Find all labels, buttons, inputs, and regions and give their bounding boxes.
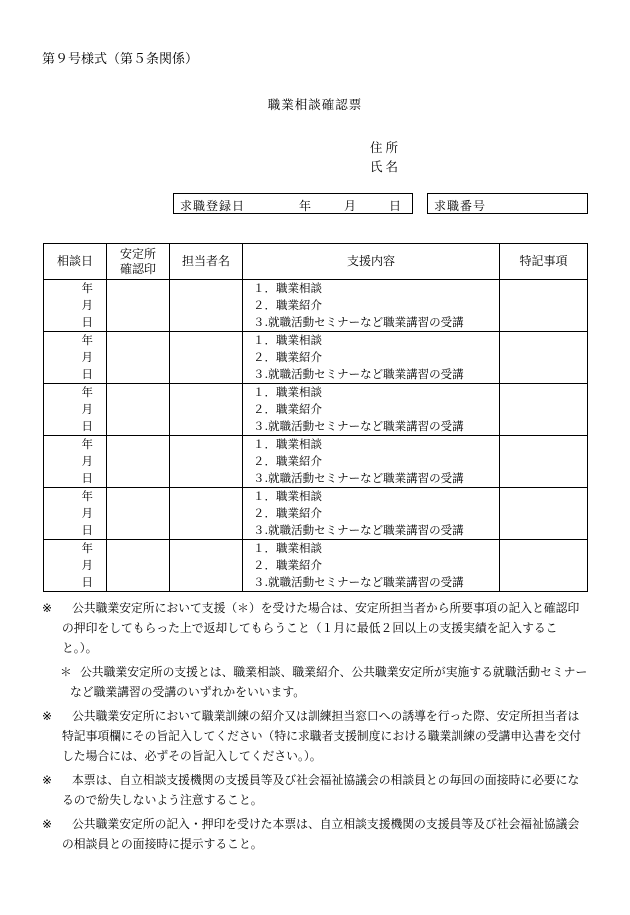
support-option: ３.就職活動セミナーなど職業講習の受講	[253, 367, 464, 381]
date-unit: 年	[81, 541, 93, 555]
support-option: １．職業相談	[253, 281, 322, 295]
date-unit: 日	[81, 471, 93, 485]
note-mark: ※	[42, 817, 52, 831]
support-content-cell[interactable]	[243, 540, 500, 592]
support-option: １．職業相談	[253, 437, 322, 451]
seal-cell[interactable]	[107, 280, 170, 332]
staff-name-cell[interactable]	[170, 488, 243, 540]
date-unit: 年	[81, 385, 93, 399]
date-unit: 月	[81, 350, 93, 364]
support-option: ２．職業紹介	[253, 350, 322, 364]
registration-year-unit: 年	[299, 199, 312, 213]
subnote-mark: ＊	[60, 665, 72, 679]
seal-cell[interactable]	[107, 540, 170, 592]
support-content-cell[interactable]	[243, 332, 500, 384]
support-option: １．職業相談	[253, 489, 322, 503]
consultation-date-cell[interactable]	[44, 436, 107, 488]
table-row	[44, 280, 588, 332]
remarks-cell[interactable]	[500, 384, 588, 436]
support-option: １．職業相談	[253, 541, 322, 555]
staff-name-cell[interactable]	[170, 540, 243, 592]
table-row	[44, 332, 588, 384]
staff-name-cell[interactable]	[170, 332, 243, 384]
staff-name-cell[interactable]	[170, 280, 243, 332]
table-row	[44, 436, 588, 488]
table-row	[44, 384, 588, 436]
note-item	[42, 706, 590, 766]
support-option: ２．職業紹介	[253, 506, 322, 520]
registration-day-unit: 日	[389, 199, 402, 213]
support-content-cell[interactable]	[243, 436, 500, 488]
seal-cell[interactable]	[107, 436, 170, 488]
date-unit: 月	[81, 506, 93, 520]
remarks-cell[interactable]	[500, 332, 588, 384]
consultation-date-cell[interactable]	[44, 332, 107, 384]
consultation-date-cell[interactable]	[44, 384, 107, 436]
seal-cell[interactable]	[107, 488, 170, 540]
date-unit: 年	[81, 333, 93, 347]
header-seal-line2: 確認印	[119, 261, 156, 276]
date-unit: 年	[81, 281, 93, 295]
remarks-cell[interactable]	[500, 488, 588, 540]
date-unit: 日	[81, 419, 93, 433]
consultation-record-table	[43, 243, 588, 592]
staff-name-cell[interactable]	[170, 436, 243, 488]
header-date: 相談日	[44, 244, 107, 280]
header-support: 支援内容	[243, 244, 500, 280]
support-option: １．職業相談	[253, 333, 322, 347]
registration-date-box[interactable]	[173, 193, 413, 214]
remarks-cell[interactable]	[500, 540, 588, 592]
date-unit: 日	[81, 575, 93, 589]
header-remarks: 特記事項	[500, 244, 588, 280]
note-item	[42, 814, 590, 854]
note-text: 公共職業安定所において職業訓練の紹介又は訓練担当窓口への誘導を行った際、安定所担当者は特記事項欄にその旨記入してください（特に求職者支援制度における職業訓練の受講申込書を交付した場合には、必ずその旨記入してください。）。	[62, 709, 582, 763]
date-unit: 月	[81, 402, 93, 416]
staff-name-cell[interactable]	[170, 384, 243, 436]
support-content-cell[interactable]	[243, 488, 500, 540]
date-unit: 日	[81, 315, 93, 329]
support-option: ３.就職活動セミナーなど職業講習の受講	[253, 471, 464, 485]
note-text: 本票は、自立相談支援機関の支援員等及び社会福祉協議会の相談員との毎回の面接時に必要になるので紛失しないよう注意すること。	[62, 773, 580, 807]
table-row	[44, 488, 588, 540]
header-staff: 担当者名	[170, 244, 243, 280]
support-option: ２．職業紹介	[253, 454, 322, 468]
note-item	[42, 598, 590, 658]
notes-section	[42, 598, 590, 858]
support-content-cell[interactable]	[243, 280, 500, 332]
date-unit: 月	[81, 558, 93, 572]
date-unit: 年	[81, 489, 93, 503]
support-option: ３.就職活動セミナーなど職業講習の受講	[253, 575, 464, 589]
registration-month-unit: 月	[344, 199, 357, 213]
seal-cell[interactable]	[107, 332, 170, 384]
support-option: ３.就職活動セミナーなど職業講習の受講	[253, 523, 464, 537]
consultation-date-cell[interactable]	[44, 488, 107, 540]
header-seal	[107, 244, 170, 280]
support-option: ２．職業紹介	[253, 402, 322, 416]
note-mark: ※	[42, 601, 52, 615]
form-number: 第９号様式（第５条関係）	[42, 52, 199, 67]
subnote-item	[42, 662, 590, 702]
date-unit: 日	[81, 367, 93, 381]
support-content-cell[interactable]	[243, 384, 500, 436]
table-row	[44, 540, 588, 592]
name-label: 氏名	[370, 159, 402, 174]
job-number-box[interactable]	[427, 193, 588, 214]
document-title: 職業相談確認票	[267, 97, 363, 112]
remarks-cell[interactable]	[500, 280, 588, 332]
date-unit: 月	[81, 454, 93, 468]
header-seal-line1: 安定所	[119, 246, 156, 261]
registration-date-label: 求職登録日	[180, 199, 246, 213]
table-body	[44, 280, 588, 592]
support-option: ２．職業紹介	[253, 298, 322, 312]
note-mark: ※	[42, 709, 52, 723]
note-text: 公共職業安定所において支援（＊）を受けた場合は、安定所担当者から所要事項の記入と確認印の押印をしてもらった上で返却してもらうこと（１月に最低２回以上の支援実績を記入すること。）。	[62, 601, 580, 655]
job-number-label: 求職番号	[434, 199, 487, 213]
support-option: １．職業相談	[253, 385, 322, 399]
consultation-date-cell[interactable]	[44, 540, 107, 592]
note-mark: ※	[42, 773, 52, 787]
address-label: 住所	[370, 140, 402, 155]
support-option: ３.就職活動セミナーなど職業講習の受講	[253, 315, 464, 329]
support-option: ２．職業紹介	[253, 558, 322, 572]
date-unit: 年	[81, 437, 93, 451]
note-item	[42, 770, 590, 810]
consultation-date-cell[interactable]	[44, 280, 107, 332]
table-header-row	[44, 244, 588, 280]
date-unit: 日	[81, 523, 93, 537]
note-text: 公共職業安定所の記入・押印を受けた本票は、自立相談支援機関の支援員等及び社会福祉協議会の相談員との面接時に提示すること。	[62, 817, 580, 851]
subnote-text: 公共職業安定所の支援とは、職業相談、職業紹介、公共職業安定所が実施する就職活動セミナーなど職業講習の受講のいずれかをいいます。	[70, 665, 588, 699]
seal-cell[interactable]	[107, 384, 170, 436]
support-option: ３.就職活動セミナーなど職業講習の受講	[253, 419, 464, 433]
date-unit: 月	[81, 298, 93, 312]
remarks-cell[interactable]	[500, 436, 588, 488]
